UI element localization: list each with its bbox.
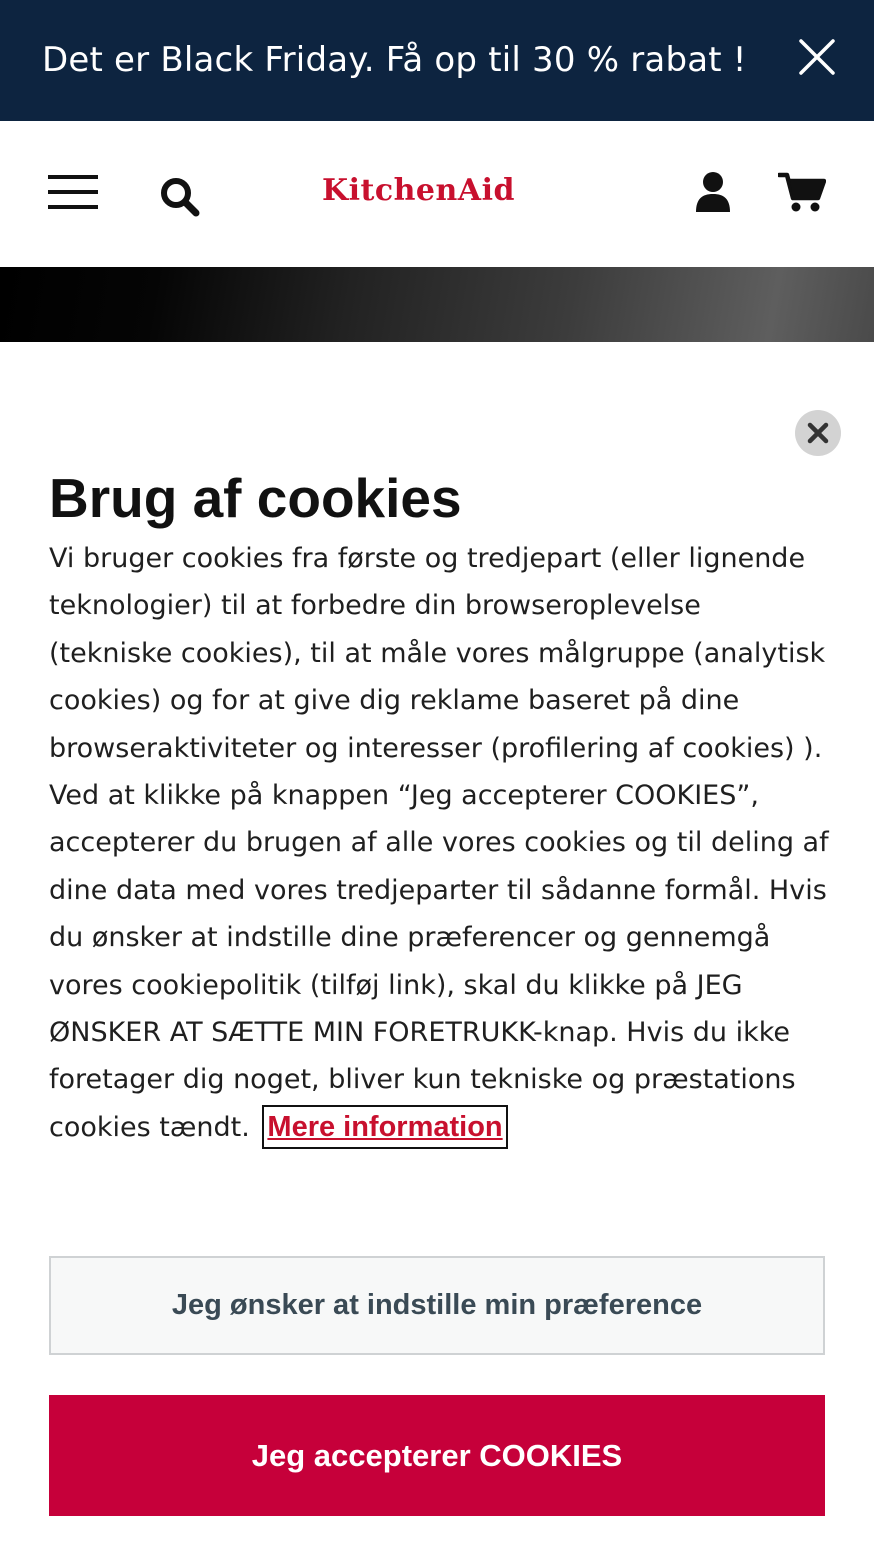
cookie-consent-dialog — [0, 342, 874, 1555]
kitchenaid-logo[interactable] — [322, 171, 572, 211]
set-preferences-button[interactable]: Jeg ønsker at indstille min præference — [49, 1256, 825, 1355]
dialog-title: Brug af cookies — [49, 467, 462, 529]
close-icon[interactable] — [796, 36, 838, 78]
promo-text: Det er Black Friday. Få op til 30 % rabat ! — [42, 40, 747, 80]
accept-cookies-button[interactable]: Jeg accepterer COOKIES — [49, 1395, 825, 1516]
logo-text: KitchenAid — [322, 173, 515, 208]
cart-icon[interactable] — [778, 171, 826, 213]
promo-banner — [0, 0, 874, 121]
hero-banner — [0, 267, 874, 342]
more-information-link[interactable]: Mere information — [262, 1105, 507, 1149]
dialog-body — [49, 535, 829, 1151]
user-icon[interactable] — [694, 171, 732, 213]
search-icon[interactable] — [159, 176, 201, 218]
cookie-description: Vi bruger cookies fra første og tredjepart (eller lignende teknologier) til at forbedre din browseroplevelse (tekniske cookies), til at måle vores målgruppe (analytisk cookies) og for at give dig reklame baseret på dine browseraktiviteter og interesser (profilering af cookies) ). Ved at klikke på knappen “Jeg accepterer COOKIES”, accepterer du brugen af alle vores cookies og til deling af dine data med vores tredjeparter til sådanne formål. Hvis du ønsker at indstille dine præferencer og gennemgå vores cookiepolitik (tilføj link), skal du klikke på JEG ØNSKER AT SÆTTE MIN FORETRUKK-knap. Hvis du ikke foretager dig noget, bliver kun tekniske og præstations cookies tændt. — [49, 543, 829, 1143]
hamburger-menu-icon[interactable] — [48, 173, 98, 211]
site-header — [0, 121, 874, 267]
close-icon[interactable] — [795, 410, 841, 456]
